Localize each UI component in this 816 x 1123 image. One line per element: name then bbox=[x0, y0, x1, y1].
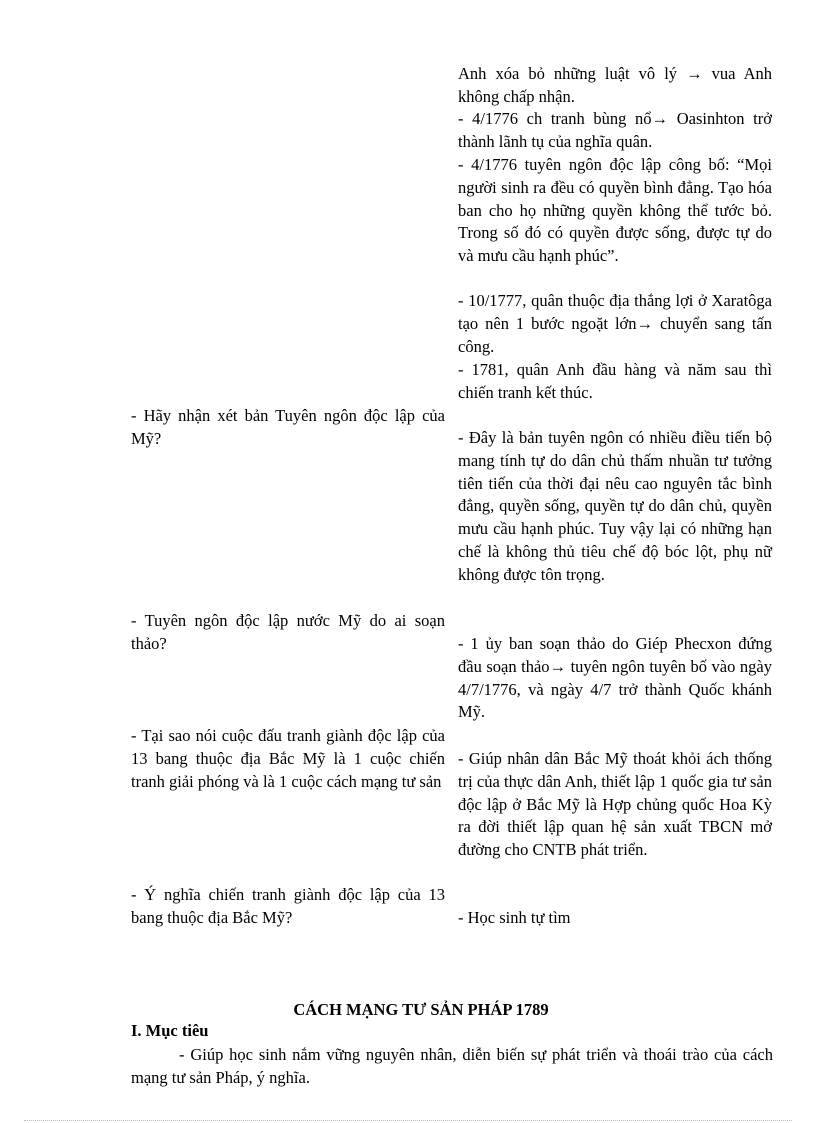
right-para-4: - 10/1777, quân thuộc địa thắng lợi ở Xaratôga tạo nên 1 bước ngoặt lớn→ chuyển sang tấn công. bbox=[458, 291, 772, 356]
left-question-4: - Ý nghĩa chiến tranh giành độc lập của 13 bang thuộc địa Bắc Mỹ? bbox=[131, 885, 445, 927]
right-para-3: - 4/1776 tuyên ngôn độc lập công bố: “Mọi người sinh ra đều có quyền bình đẳng. Tạo hóa ban cho họ những quyền không thể tước bỏ. Trong số đó có quyền được sống, được tự do và mưu cầu hạnh phúc”. bbox=[458, 155, 772, 266]
section-body: - Giúp học sinh nắm vững nguyên nhân, diễn biến sự phát triển và thoái trào của cách mạng tư sản Pháp, ý nghĩa. bbox=[131, 1045, 773, 1087]
right-answer-1: - Đây là bản tuyên ngôn có nhiều điều tiến bộ mang tính tự do dân chủ thấm nhuần tư tưởng tiên tiến của thời đại nêu cao nguyên tắc bình đẳng, quyền sống, quyền tự do dân chủ, quyền mưu cầu hạnh phúc. Tuy vậy lại có những hạn chế là không thủ tiêu chế độ bóc lột, phụ nữ không được tôn trọng. bbox=[458, 428, 772, 584]
left-question-3: - Tại sao nói cuộc đấu tranh giành độc lập của 13 bang thuộc địa Bắc Mỹ là 1 cuộc chiến tranh giải phóng và là 1 cuộc cách mạng tư sản bbox=[131, 726, 445, 791]
right-answer-3: - Giúp nhân dân Bắc Mỹ thoát khỏi ách thống trị của thực dân Anh, thiết lập 1 quốc gia tư sản độc lập ở Bắc Mỹ là Hợp chủng quốc Hoa Kỳ ra đời thiết lập quan hệ sản xuất TBCN mở đường cho CNTB phát triển. bbox=[458, 749, 772, 860]
page-bottom-divider bbox=[24, 1120, 792, 1121]
left-question-2: - Tuyên ngôn độc lập nước Mỹ do ai soạn thảo? bbox=[131, 611, 445, 653]
right-answer-4: - Học sinh tự tìm bbox=[458, 908, 571, 927]
right-para-5: - 1781, quân Anh đầu hàng và năm sau thì chiến tranh kết thúc. bbox=[458, 360, 772, 402]
section-heading: I. Mục tiêu bbox=[131, 1021, 209, 1040]
right-para-1: Anh xóa bỏ những luật vô lý → vua Anh không chấp nhận. bbox=[458, 64, 772, 106]
right-answer-2: - 1 ủy ban soạn thảo do Giép Phecxon đứng đầu soạn thảo→ tuyên ngôn tuyên bố vào ngày 4/7/1776, và ngày 4/7 trở thành Quốc khánh Mỹ. bbox=[458, 634, 772, 722]
section-title: CÁCH MẠNG TƯ SẢN PHÁP 1789 bbox=[293, 1000, 549, 1019]
left-question-1: - Hãy nhận xét bản Tuyên ngôn độc lập của Mỹ? bbox=[131, 406, 445, 448]
right-para-2: - 4/1776 ch tranh bùng nổ→ Oasinhton trở thành lãnh tụ của nghĩa quân. bbox=[458, 109, 772, 151]
